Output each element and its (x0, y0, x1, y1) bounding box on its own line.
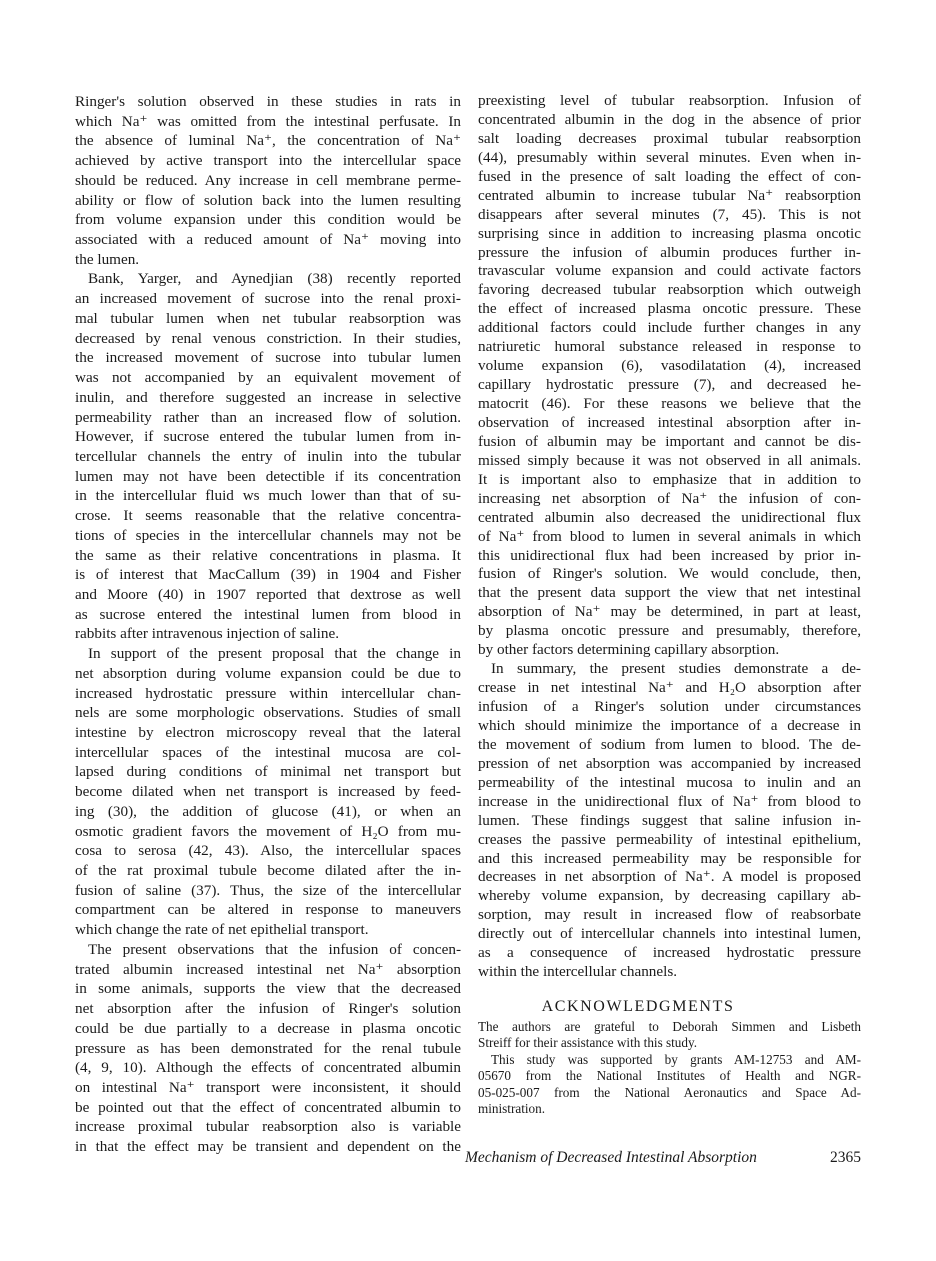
text-line: increase in the unidirectional flux of Na⁺ from blood to (478, 792, 861, 810)
text-line: nels are some morphologic observations. Studies of small (75, 704, 461, 722)
text-line: natriuretic humoral substance released in response to (478, 338, 861, 356)
text-line: The authors are grateful to Deborah Simmen and Lisbeth (478, 1019, 861, 1034)
text-line: an increased movement of sucrose into the renal proxi- (75, 290, 461, 308)
acknowledgments-body (478, 1019, 861, 1117)
text-line: missed simply because it was not observed in all animals. (478, 451, 861, 469)
paragraph (478, 660, 861, 982)
text-line: could be due partially to a decrease in plasma oncotic (75, 1019, 461, 1037)
acknowledgments-heading: ACKNOWLEDGMENTS (541, 998, 735, 1015)
text-line: pressure the infusion of albumin produces further in- (478, 243, 861, 261)
paragraph (75, 644, 461, 940)
text-line: capillary hydrostatic pressure (7), and decreased he- (478, 376, 861, 394)
paragraph (478, 1019, 861, 1052)
text-line: surprising since in addition to increasing plasma oncotic (478, 224, 861, 242)
text-line: ability or flow of solution back into the lumen resulting (75, 191, 461, 209)
text-line: the lumen. (75, 250, 140, 268)
text-line: which change the rate of net epithelial transport. (75, 921, 369, 939)
text-line: tercellular channels the entry of inulin into the tubular (75, 447, 461, 465)
text-line: and Moore (40) in 1907 reported that dextrose as well (75, 585, 461, 603)
text-line: increased hydrostatic pressure within intercellular chan- (75, 684, 461, 702)
text-line: by other factors determining capillary absorption. (478, 641, 780, 659)
text-line: 05670 from the National Institutes of Health and NGR- (478, 1068, 861, 1084)
text-line: fused in the presence of salt loading the effect of con- (478, 167, 861, 185)
text-line: lapsed during conditions of minimal net transport but (75, 763, 461, 781)
text-line: this unidirectional flux had been increased by prior in- (478, 546, 861, 564)
text-line: the movement of sodium from lumen to blood. The de- (478, 735, 861, 753)
text-line: rabbits after intravenous injection of saline. (75, 625, 340, 643)
text-line: achieved by active transport into the intercellular space (75, 152, 461, 170)
text-line: ing (30), the addition of glucose (41), or when an (75, 802, 461, 820)
text-line: Bank, Yarger, and Aynedjian (38) recently reported (88, 270, 461, 288)
text-line: mal tubular lumen when net tubular reabsorption was (75, 309, 461, 327)
text-line: in that the effect may be transient and dependent on the (75, 1138, 461, 1156)
text-line: net absorption during volume expansion could be due to (75, 664, 461, 682)
text-line: increase proximal tubular reabsorption also is variable (75, 1118, 461, 1136)
text-line: on intestinal Na⁺ transport were inconsistent, it should (75, 1078, 461, 1096)
text-line: volume expansion (6), vasodilatation (4), increased (478, 357, 861, 375)
text-line: decreased by renal venous constriction. In their studies, (75, 329, 461, 347)
text-line: preexisting level of tubular reabsorption. Infusion of (478, 92, 861, 109)
text-line: salt loading decreases proximal tubular reabsorption (478, 129, 861, 147)
text-line: centrated albumin also decreased the unidirectional flux (478, 508, 861, 526)
text-line: creases the passive permeability of intestinal epithelium, (478, 830, 861, 848)
text-line: infusion of a Ringer's solution under circumstances (478, 698, 861, 715)
text-line: and this increased permeability may be responsible for (478, 849, 861, 867)
text-line: which should minimize the importance of a decrease in (478, 716, 861, 734)
text-line: In summary, the present studies demonstrate a de- (491, 660, 861, 678)
text-line: In support of the present proposal that the change in (88, 645, 461, 663)
text-line: lumen. These findings suggest that saline infusion in- (478, 811, 861, 829)
paragraph (75, 269, 461, 644)
paragraph (75, 940, 461, 1157)
text-line: be pointed out that the effect of concentrated albumin to (75, 1098, 461, 1116)
right-column (478, 92, 861, 982)
text-line: whereby volume expansion, by decreasing capillary ab- (478, 887, 861, 905)
text-line: The present observations that the infusion of concen- (88, 940, 461, 958)
text-line: Streiff for their assistance with this study. (478, 1035, 698, 1051)
text-line: the increased movement of sucrose into tubular lumen (75, 349, 461, 367)
text-line: cosa to serosa (42, 43). Also, the intercellular spaces (75, 842, 461, 860)
text-line: crease in net intestinal Na⁺ and H₂O absorption after (478, 679, 861, 697)
text-line: within the intercellular channels. (478, 963, 678, 981)
text-line: of Na⁺ from blood to lumen in several animals in which (478, 527, 861, 545)
paragraph (478, 92, 861, 660)
text-line: fusion of saline (37). Thus, the size of the intercellular (75, 881, 461, 899)
paragraph (478, 1052, 861, 1118)
text-line: This study was supported by grants AM-12753 and AM- (491, 1051, 861, 1067)
text-line: inulin, and therefore suggested an increase in selective (75, 388, 461, 406)
text-line: fusion of albumin may be important and cannot be dis- (478, 432, 861, 450)
page-number: 2365 (830, 1149, 861, 1166)
text-line: centrated albumin to increase tubular Na⁺ reabsorption (478, 186, 861, 204)
text-line: favoring decreased tubular reabsorption which outweigh (478, 281, 861, 299)
text-line: (4, 9, 10). Although the effects of concentrated albumin (75, 1059, 461, 1077)
text-line: become dilated when net transport is increased by feed- (75, 783, 461, 801)
text-line: was not accompanied by an equivalent movement of (75, 369, 461, 387)
text-line: from volume expansion under this condition would be (75, 211, 461, 229)
text-line: fusion of Ringer's solution. We would conclude, then, (478, 565, 861, 583)
text-line: as a consequence of increased hydrostatic pressure (478, 944, 861, 962)
text-line: travascular volume expansion and could activate factors (478, 262, 861, 280)
text-line: trated albumin increased intestinal net Na⁺ absorption (75, 960, 461, 978)
text-line: Ringer's solution observed in these studies in rats in (75, 93, 461, 110)
running-title: Mechanism of Decreased Intestinal Absorption (465, 1149, 757, 1166)
text-line: pressure as has been demonstrated for the renal tubule (75, 1039, 461, 1057)
text-line: sorption, may result in increased flow of reabsorbate (478, 906, 861, 924)
text-line: the absence of luminal Na⁺, the concentration of Na⁺ (75, 132, 461, 150)
text-line: (44), presumably within several minutes. Even when in- (478, 148, 861, 166)
text-line: intestine by electron microscopy reveal that the lateral (75, 724, 461, 741)
text-line: absorption of Na⁺ may be determined, in part at least, (478, 603, 861, 621)
text-line: permeability of the intestinal mucosa to inulin and an (478, 773, 861, 791)
text-line: which Na⁺ was omitted from the intestinal perfusate. In (75, 112, 461, 130)
text-line: matocrit (46). For these reasons we believe that the (478, 395, 861, 412)
left-column (75, 92, 461, 1157)
text-line: directly out of intercellular channels into intestinal lumen, (478, 925, 861, 943)
text-line: crose. It seems reasonable that the relative concentra- (75, 507, 461, 525)
text-line: should be reduced. Any increase in cell membrane perme- (75, 171, 461, 189)
text-line: observation of increased intestinal absorption after in- (478, 413, 861, 431)
text-line: associated with a reduced amount of Na⁺ moving into (75, 231, 461, 249)
text-line: decreases in net absorption of Na⁺. A model is proposed (478, 868, 861, 886)
text-line: increasing net absorption of Na⁺ the infusion of con- (478, 489, 861, 507)
text-line: the same as their relative concentrations in plasma. It (75, 546, 461, 564)
text-line: of the rat proximal tubule become dilated after the in- (75, 862, 461, 880)
text-line: permeability rather than an increased flow of solution. (75, 408, 461, 426)
text-line: disappears after several minutes (7, 45). This is not (478, 205, 861, 223)
text-line: 05-025-007 from the National Aeronautics and Space Ad- (478, 1084, 861, 1100)
text-line: compartment can be altered in response to maneuvers (75, 901, 461, 919)
text-line: in the intercellular fluid ws much lower than that of su- (75, 487, 461, 505)
text-line: the effect of increased plasma oncotic pressure. These (478, 300, 861, 318)
text-line: net absorption after the infusion of Ringer's solution (75, 1000, 461, 1018)
text-line: concentrated albumin in the dog in the absence of prior (478, 110, 861, 128)
text-line: intercellular spaces of the intestinal mucosa are col- (75, 743, 461, 761)
text-line: is of interest that MacCallum (39) in 1904 and Fisher (75, 566, 461, 584)
paragraph (75, 92, 461, 269)
text-line: However, if sucrose entered the tubular lumen from in- (75, 428, 461, 446)
text-line: that the present data support the view that net intestinal (478, 584, 861, 602)
text-line: osmotic gradient favors the movement of H₂O from mu- (75, 822, 461, 840)
text-line: tions of species in the intercellular channels may not be (75, 526, 461, 544)
text-line: pression of net absorption was accompanied by increased (478, 754, 861, 772)
text-line: It is important also to emphasize that in addition to (478, 470, 861, 488)
text-line: by plasma oncotic pressure and presumably, therefore, (478, 622, 861, 640)
text-line: as sucrose entered the intestinal lumen from blood in (75, 605, 461, 623)
text-line: additional factors could include further changes in any (478, 319, 861, 337)
text-line: ministration. (478, 1100, 546, 1116)
text-line: lumen may not have been detectible if its concentration (75, 467, 461, 485)
text-line: in some animals, supports the view that the decreased (75, 980, 461, 998)
